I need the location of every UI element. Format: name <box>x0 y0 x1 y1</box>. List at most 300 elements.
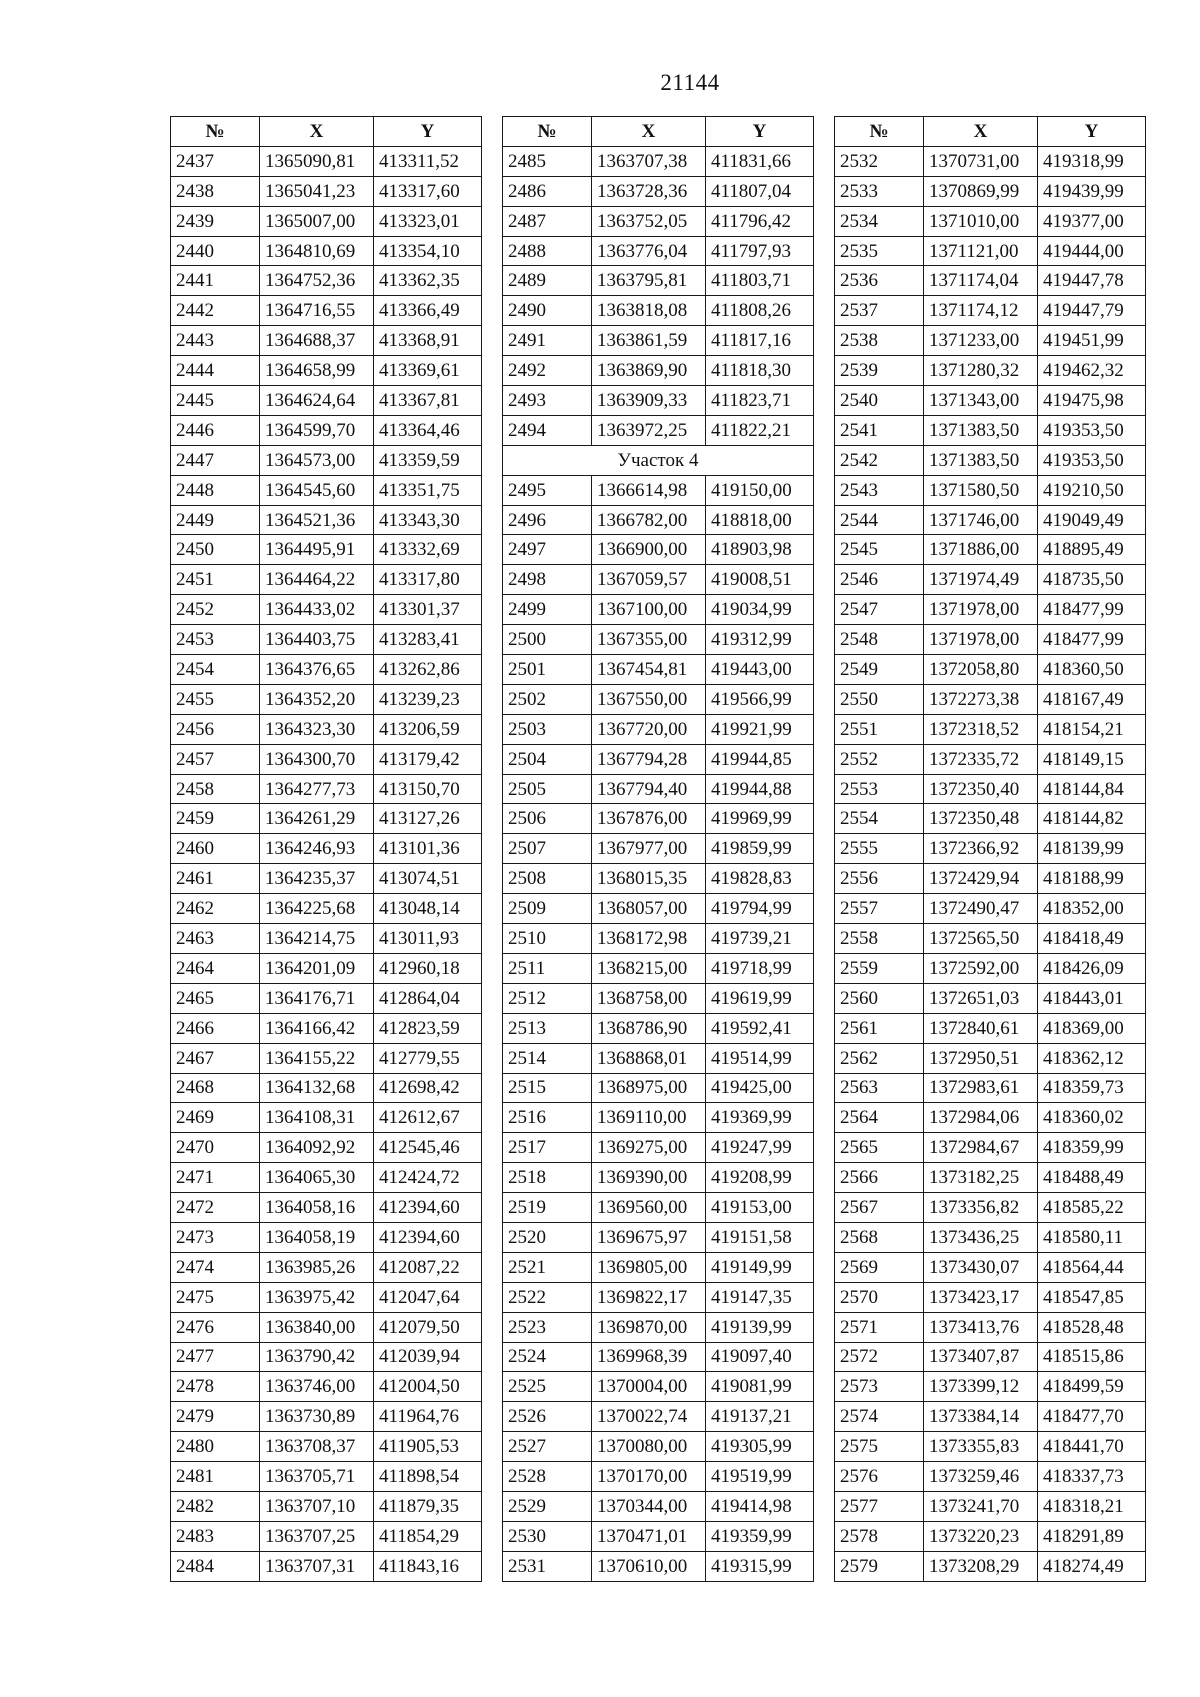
header-x: X <box>260 117 374 147</box>
cell-number: 2447 <box>171 445 260 475</box>
cell-number: 2566 <box>835 1163 924 1193</box>
cell-y: 418547,85 <box>1038 1282 1146 1312</box>
cell-number: 2487 <box>503 206 592 236</box>
cell-number: 2445 <box>171 386 260 416</box>
table-row <box>835 1252 1146 1282</box>
cell-y: 418580,11 <box>1038 1222 1146 1252</box>
cell-y: 418418,49 <box>1038 924 1146 954</box>
cell-x: 1370471,01 <box>592 1521 706 1551</box>
cell-number: 2519 <box>503 1193 592 1223</box>
table-row <box>171 326 482 356</box>
cell-number: 2488 <box>503 236 592 266</box>
table-row <box>835 386 1146 416</box>
cell-y: 419462,32 <box>1038 356 1146 386</box>
cell-number: 2552 <box>835 744 924 774</box>
cell-x: 1366614,98 <box>592 475 706 505</box>
table-row <box>835 1432 1146 1462</box>
cell-x: 1364599,70 <box>260 415 374 445</box>
table-row <box>835 1282 1146 1312</box>
cell-number: 2497 <box>503 535 592 565</box>
cell-x: 1373355,83 <box>924 1432 1038 1462</box>
cell-x: 1367876,00 <box>592 804 706 834</box>
cell-number: 2499 <box>503 595 592 625</box>
cell-x: 1363707,38 <box>592 146 706 176</box>
table-row <box>835 983 1146 1013</box>
table-row <box>835 1551 1146 1581</box>
cell-x: 1364716,55 <box>260 296 374 326</box>
table-row <box>835 176 1146 206</box>
cell-x: 1373407,87 <box>924 1342 1038 1372</box>
cell-y: 419151,58 <box>706 1222 814 1252</box>
table-row <box>835 864 1146 894</box>
table-row <box>503 1073 814 1103</box>
cell-y: 411879,35 <box>374 1491 482 1521</box>
cell-y: 419247,99 <box>706 1133 814 1163</box>
cell-number: 2574 <box>835 1402 924 1432</box>
cell-number: 2568 <box>835 1222 924 1252</box>
cell-number: 2544 <box>835 505 924 535</box>
table-row <box>171 714 482 744</box>
cell-y: 418477,99 <box>1038 625 1146 655</box>
cell-number: 2451 <box>171 565 260 595</box>
table-row <box>835 1193 1146 1223</box>
header-x: X <box>592 117 706 147</box>
cell-x: 1369110,00 <box>592 1103 706 1133</box>
table-row <box>503 1551 814 1581</box>
cell-x: 1370022,74 <box>592 1402 706 1432</box>
cell-number: 2579 <box>835 1551 924 1581</box>
cell-y: 418359,99 <box>1038 1133 1146 1163</box>
cell-x: 1368057,00 <box>592 894 706 924</box>
cell-x: 1370080,00 <box>592 1432 706 1462</box>
table-row <box>503 236 814 266</box>
cell-x: 1371746,00 <box>924 505 1038 535</box>
cell-number: 2546 <box>835 565 924 595</box>
cell-y: 412698,42 <box>374 1073 482 1103</box>
cell-number: 2503 <box>503 714 592 744</box>
table-row <box>171 1043 482 1073</box>
cell-number: 2524 <box>503 1342 592 1372</box>
cell-number: 2517 <box>503 1133 592 1163</box>
cell-x: 1368172,98 <box>592 924 706 954</box>
cell-y: 413206,59 <box>374 714 482 744</box>
cell-y: 411822,21 <box>706 415 814 445</box>
table-row <box>503 565 814 595</box>
table-row <box>835 625 1146 655</box>
cell-y: 413239,23 <box>374 684 482 714</box>
cell-number: 2533 <box>835 176 924 206</box>
cell-y: 412612,67 <box>374 1103 482 1133</box>
cell-y: 418144,84 <box>1038 774 1146 804</box>
cell-y: 418274,49 <box>1038 1551 1146 1581</box>
cell-y: 419147,35 <box>706 1282 814 1312</box>
cell-number: 2514 <box>503 1043 592 1073</box>
cell-number: 2528 <box>503 1462 592 1492</box>
cell-number: 2541 <box>835 415 924 445</box>
cell-number: 2562 <box>835 1043 924 1073</box>
cell-number: 2563 <box>835 1073 924 1103</box>
cell-y: 413283,41 <box>374 625 482 655</box>
table-row <box>171 1133 482 1163</box>
table-row <box>171 834 482 864</box>
table-row <box>171 1521 482 1551</box>
page-number: 21144 <box>660 70 720 95</box>
table-row <box>835 296 1146 326</box>
table-row <box>503 804 814 834</box>
cell-x: 1373220,23 <box>924 1521 1038 1551</box>
cell-number: 2468 <box>171 1073 260 1103</box>
cell-number: 2458 <box>171 774 260 804</box>
cell-y: 413368,91 <box>374 326 482 356</box>
table-row <box>171 804 482 834</box>
cell-y: 418369,00 <box>1038 1013 1146 1043</box>
cell-y: 418443,01 <box>1038 983 1146 1013</box>
cell-y: 419921,99 <box>706 714 814 744</box>
cell-x: 1371580,50 <box>924 475 1038 505</box>
cell-y: 419353,50 <box>1038 415 1146 445</box>
cell-number: 2571 <box>835 1312 924 1342</box>
cell-x: 1363795,81 <box>592 266 706 296</box>
cell-x: 1363840,00 <box>260 1312 374 1342</box>
cell-y: 411823,71 <box>706 386 814 416</box>
cell-y: 413262,86 <box>374 655 482 685</box>
cell-number: 2459 <box>171 804 260 834</box>
header-y: Y <box>374 117 482 147</box>
table-row <box>835 1372 1146 1402</box>
cell-x: 1372366,92 <box>924 834 1038 864</box>
coordinate-table <box>834 116 1146 1582</box>
table-row <box>171 535 482 565</box>
cell-number: 2548 <box>835 625 924 655</box>
cell-x: 1363730,89 <box>260 1402 374 1432</box>
table-row <box>503 744 814 774</box>
cell-y: 419451,99 <box>1038 326 1146 356</box>
table-row <box>503 924 814 954</box>
table-row <box>503 595 814 625</box>
table-row <box>503 1103 814 1133</box>
cell-number: 2529 <box>503 1491 592 1521</box>
cell-y: 418360,50 <box>1038 655 1146 685</box>
cell-number: 2478 <box>171 1372 260 1402</box>
table-row <box>835 1043 1146 1073</box>
cell-x: 1363707,31 <box>260 1551 374 1581</box>
cell-y: 418318,21 <box>1038 1491 1146 1521</box>
cell-y: 419439,99 <box>1038 176 1146 206</box>
cell-y: 419514,99 <box>706 1043 814 1073</box>
table-row <box>171 744 482 774</box>
header-number: № <box>171 117 260 147</box>
table-row <box>503 1252 814 1282</box>
cell-y: 419315,99 <box>706 1551 814 1581</box>
table-row <box>835 1342 1146 1372</box>
cell-x: 1371174,04 <box>924 266 1038 296</box>
cell-y: 411803,71 <box>706 266 814 296</box>
cell-y: 413351,75 <box>374 475 482 505</box>
table-row <box>171 1491 482 1521</box>
cell-number: 2486 <box>503 176 592 206</box>
table-row <box>171 894 482 924</box>
cell-x: 1363909,33 <box>592 386 706 416</box>
cell-y: 419359,99 <box>706 1521 814 1551</box>
cell-x: 1373430,07 <box>924 1252 1038 1282</box>
cell-y: 413301,37 <box>374 595 482 625</box>
table-row <box>171 1282 482 1312</box>
cell-x: 1368758,00 <box>592 983 706 1013</box>
cell-x: 1371974,49 <box>924 565 1038 595</box>
header-y: Y <box>706 117 814 147</box>
table-row <box>835 1402 1146 1432</box>
cell-number: 2444 <box>171 356 260 386</box>
table-row <box>503 296 814 326</box>
table-row <box>503 714 814 744</box>
cell-number: 2520 <box>503 1222 592 1252</box>
cell-x: 1364300,70 <box>260 744 374 774</box>
table-row <box>503 206 814 236</box>
table-row <box>171 924 482 954</box>
cell-x: 1370869,99 <box>924 176 1038 206</box>
cell-x: 1369805,00 <box>592 1252 706 1282</box>
cell-number: 2506 <box>503 804 592 834</box>
table-row <box>835 326 1146 356</box>
table-row <box>503 1521 814 1551</box>
cell-x: 1369275,00 <box>592 1133 706 1163</box>
table-header-row <box>171 117 482 147</box>
cell-y: 411964,76 <box>374 1402 482 1432</box>
cell-number: 2471 <box>171 1163 260 1193</box>
cell-y: 418360,02 <box>1038 1103 1146 1133</box>
cell-x: 1372840,61 <box>924 1013 1038 1043</box>
cell-x: 1373423,17 <box>924 1282 1038 1312</box>
table-row <box>171 595 482 625</box>
cell-number: 2438 <box>171 176 260 206</box>
cell-number: 2490 <box>503 296 592 326</box>
table-row <box>503 1491 814 1521</box>
cell-number: 2567 <box>835 1193 924 1223</box>
cell-y: 418352,00 <box>1038 894 1146 924</box>
cell-y: 413359,59 <box>374 445 482 475</box>
cell-number: 2484 <box>171 1551 260 1581</box>
cell-number: 2522 <box>503 1282 592 1312</box>
cell-x: 1364246,93 <box>260 834 374 864</box>
cell-number: 2473 <box>171 1222 260 1252</box>
cell-x: 1372984,67 <box>924 1133 1038 1163</box>
table-row <box>835 1103 1146 1133</box>
cell-y: 418362,12 <box>1038 1043 1146 1073</box>
cell-x: 1364261,29 <box>260 804 374 834</box>
cell-y: 419944,85 <box>706 744 814 774</box>
table-row <box>503 356 814 386</box>
cell-y: 418154,21 <box>1038 714 1146 744</box>
cell-y: 419944,88 <box>706 774 814 804</box>
cell-y: 412087,22 <box>374 1252 482 1282</box>
table-row <box>835 1312 1146 1342</box>
cell-number: 2467 <box>171 1043 260 1073</box>
table-row <box>171 565 482 595</box>
cell-x: 1363707,25 <box>260 1521 374 1551</box>
table-row <box>835 356 1146 386</box>
cell-x: 1364235,37 <box>260 864 374 894</box>
cell-y: 419137,21 <box>706 1402 814 1432</box>
cell-number: 2518 <box>503 1163 592 1193</box>
cell-x: 1371978,00 <box>924 625 1038 655</box>
table-row <box>171 983 482 1013</box>
cell-number: 2483 <box>171 1521 260 1551</box>
cell-x: 1372058,80 <box>924 655 1038 685</box>
cell-y: 418139,99 <box>1038 834 1146 864</box>
table-row <box>171 505 482 535</box>
cell-number: 2537 <box>835 296 924 326</box>
cell-x: 1368786,90 <box>592 1013 706 1043</box>
cell-x: 1364176,71 <box>260 983 374 1013</box>
cell-x: 1363790,42 <box>260 1342 374 1372</box>
cell-number: 2462 <box>171 894 260 924</box>
cell-x: 1372983,61 <box>924 1073 1038 1103</box>
cell-number: 2495 <box>503 475 592 505</box>
table-row <box>171 236 482 266</box>
table-row <box>503 655 814 685</box>
cell-number: 2455 <box>171 684 260 714</box>
table-row <box>171 475 482 505</box>
table-row <box>171 1372 482 1402</box>
cell-x: 1363975,42 <box>260 1282 374 1312</box>
cell-number: 2557 <box>835 894 924 924</box>
cell-number: 2452 <box>171 595 260 625</box>
cell-number: 2570 <box>835 1282 924 1312</box>
cell-number: 2540 <box>835 386 924 416</box>
cell-number: 2508 <box>503 864 592 894</box>
cell-x: 1372651,03 <box>924 983 1038 1013</box>
cell-number: 2531 <box>503 1551 592 1581</box>
table-row <box>503 983 814 1013</box>
table-row <box>171 206 482 236</box>
cell-number: 2560 <box>835 983 924 1013</box>
cell-number: 2565 <box>835 1133 924 1163</box>
table-row <box>835 505 1146 535</box>
cell-x: 1363728,36 <box>592 176 706 206</box>
cell-number: 2551 <box>835 714 924 744</box>
cell-number: 2525 <box>503 1372 592 1402</box>
cell-number: 2556 <box>835 864 924 894</box>
cell-number: 2521 <box>503 1252 592 1282</box>
cell-number: 2475 <box>171 1282 260 1312</box>
cell-y: 412424,72 <box>374 1163 482 1193</box>
cell-y: 419859,99 <box>706 834 814 864</box>
cell-x: 1367355,00 <box>592 625 706 655</box>
table-row <box>171 1163 482 1193</box>
cell-number: 2466 <box>171 1013 260 1043</box>
cell-number: 2509 <box>503 894 592 924</box>
cell-x: 1370731,00 <box>924 146 1038 176</box>
table-row <box>835 1013 1146 1043</box>
cell-y: 419081,99 <box>706 1372 814 1402</box>
table-row <box>835 595 1146 625</box>
table-row <box>503 415 814 445</box>
header-number: № <box>835 117 924 147</box>
table-row <box>503 774 814 804</box>
cell-x: 1367720,00 <box>592 714 706 744</box>
table-row <box>171 415 482 445</box>
table-row <box>835 206 1146 236</box>
cell-x: 1372350,48 <box>924 804 1038 834</box>
table-row <box>835 655 1146 685</box>
cell-y: 413364,46 <box>374 415 482 445</box>
cell-number: 2516 <box>503 1103 592 1133</box>
cell-y: 413332,69 <box>374 535 482 565</box>
cell-x: 1364277,73 <box>260 774 374 804</box>
table-row <box>171 684 482 714</box>
cell-y: 419318,99 <box>1038 146 1146 176</box>
cell-y: 419377,00 <box>1038 206 1146 236</box>
cell-number: 2501 <box>503 655 592 685</box>
cell-y: 418515,86 <box>1038 1342 1146 1372</box>
table-row <box>503 1372 814 1402</box>
table-header-row <box>835 117 1146 147</box>
table-row <box>835 953 1146 983</box>
cell-x: 1372350,40 <box>924 774 1038 804</box>
table-row <box>835 1073 1146 1103</box>
cell-x: 1373413,76 <box>924 1312 1038 1342</box>
cell-x: 1363861,59 <box>592 326 706 356</box>
cell-number: 2474 <box>171 1252 260 1282</box>
cell-number: 2564 <box>835 1103 924 1133</box>
header-number: № <box>503 117 592 147</box>
cell-x: 1363869,90 <box>592 356 706 386</box>
cell-number: 2578 <box>835 1521 924 1551</box>
table-row <box>835 684 1146 714</box>
section-label: Участок 4 <box>503 445 814 475</box>
cell-y: 418441,70 <box>1038 1432 1146 1462</box>
cell-x: 1367100,00 <box>592 595 706 625</box>
header-x: X <box>924 117 1038 147</box>
cell-number: 2457 <box>171 744 260 774</box>
cell-x: 1364433,02 <box>260 595 374 625</box>
cell-y: 413369,61 <box>374 356 482 386</box>
cell-x: 1372565,50 <box>924 924 1038 954</box>
cell-y: 413127,26 <box>374 804 482 834</box>
cell-y: 418895,49 <box>1038 535 1146 565</box>
table-row <box>171 655 482 685</box>
cell-x: 1367059,57 <box>592 565 706 595</box>
cell-y: 411796,42 <box>706 206 814 236</box>
cell-number: 2507 <box>503 834 592 864</box>
cell-number: 2492 <box>503 356 592 386</box>
cell-y: 419828,83 <box>706 864 814 894</box>
table-row <box>835 266 1146 296</box>
cell-y: 411807,04 <box>706 176 814 206</box>
cell-x: 1369870,00 <box>592 1312 706 1342</box>
cell-number: 2470 <box>171 1133 260 1163</box>
cell-number: 2515 <box>503 1073 592 1103</box>
cell-y: 419519,99 <box>706 1462 814 1492</box>
cell-number: 2513 <box>503 1013 592 1043</box>
cell-x: 1369822,17 <box>592 1282 706 1312</box>
table-row <box>503 1462 814 1492</box>
cell-number: 2477 <box>171 1342 260 1372</box>
cell-y: 419097,40 <box>706 1342 814 1372</box>
table-row <box>503 266 814 296</box>
cell-y: 419312,99 <box>706 625 814 655</box>
table-row <box>503 1013 814 1043</box>
cell-number: 2527 <box>503 1432 592 1462</box>
cell-y: 419305,99 <box>706 1432 814 1462</box>
cell-y: 418488,49 <box>1038 1163 1146 1193</box>
cell-x: 1364545,60 <box>260 475 374 505</box>
cell-y: 418499,59 <box>1038 1372 1146 1402</box>
cell-y: 411831,66 <box>706 146 814 176</box>
cell-y: 413354,10 <box>374 236 482 266</box>
cell-number: 2554 <box>835 804 924 834</box>
cell-y: 418477,70 <box>1038 1402 1146 1432</box>
